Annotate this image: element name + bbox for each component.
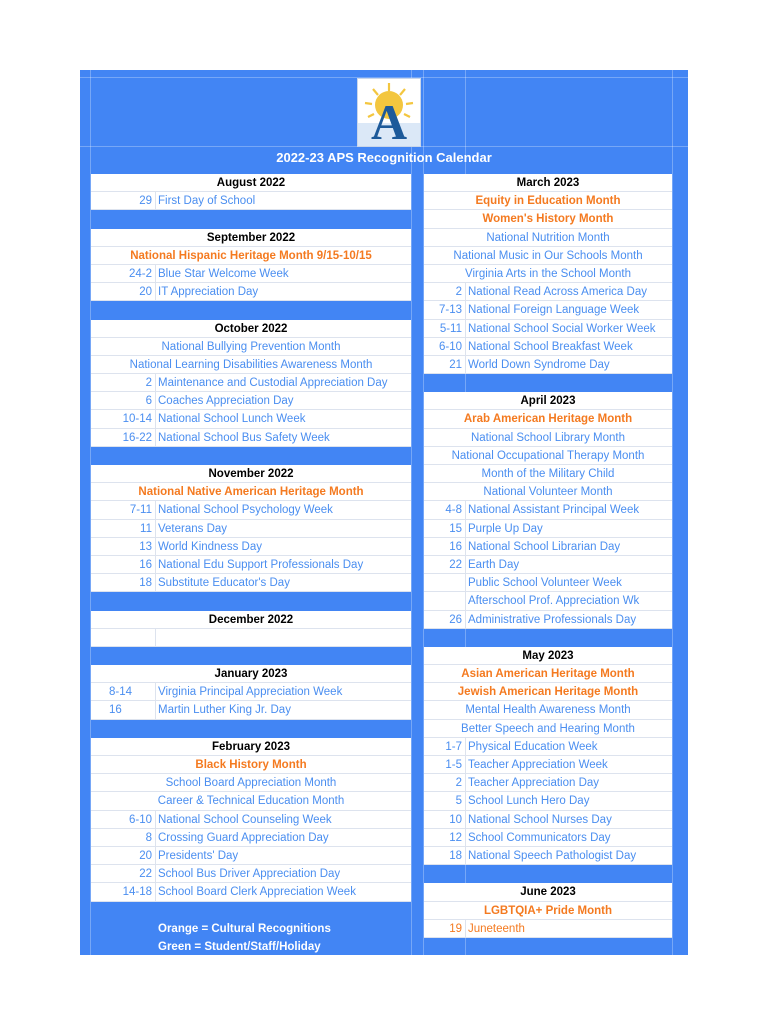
- dated-recognition-row: [424, 738, 672, 756]
- recognition-label: Jewish American Heritage Month: [457, 686, 639, 699]
- aps-logo-icon: [358, 79, 420, 146]
- date-cell: 18: [139, 577, 152, 590]
- date-cell: 16: [449, 540, 462, 553]
- date-cell: 14-18: [122, 886, 152, 899]
- recognition-label: National School Social Worker Week: [468, 322, 656, 335]
- date-cell: 1-5: [445, 759, 462, 771]
- date-cell: 20: [139, 849, 152, 862]
- calendar-sheet: [80, 70, 688, 955]
- date-cell: 6: [145, 395, 152, 408]
- grid-line: [672, 70, 673, 955]
- dated-recognition-row: [424, 538, 672, 556]
- date-cell: 16: [109, 704, 122, 717]
- cell-divider: [465, 592, 466, 609]
- recognition-label: Teacher Appreciation Week: [468, 759, 608, 771]
- cell-divider: [155, 629, 156, 646]
- dated-recognition-row: [424, 756, 672, 774]
- recognition-label: Teacher Appreciation Day: [468, 777, 600, 790]
- recognition-label: National Edu Support Professionals Day: [158, 558, 364, 571]
- date-cell: 7-13: [438, 304, 462, 317]
- dated-recognition-row: [91, 574, 411, 592]
- recognition-label: National Bullying Prevention Month: [161, 340, 341, 353]
- month-header: [91, 738, 411, 756]
- date-cell: 10-14: [122, 413, 152, 426]
- dated-recognition-row: [424, 592, 672, 610]
- cell-divider: [155, 865, 156, 882]
- dated-recognition-row: [424, 356, 672, 374]
- monthly-recognition-row: [424, 247, 672, 265]
- recognition-label: Coaches Appreciation Day: [158, 395, 294, 408]
- recognition-label: Mental Health Awareness Month: [465, 704, 631, 717]
- date-cell: 8-14: [109, 686, 133, 699]
- dated-recognition-row: [424, 283, 672, 301]
- date-cell: 4-8: [445, 504, 462, 517]
- date-cell: 12: [449, 831, 462, 844]
- month-title: August 2022: [216, 177, 286, 189]
- dated-recognition-row: [424, 611, 672, 629]
- spacer-row: [91, 720, 411, 738]
- month-title: April 2023: [520, 395, 576, 408]
- recognition-label: Virginia Principal Appreciation Week: [158, 686, 343, 699]
- recognition-label: National School Breakfast Week: [468, 340, 633, 353]
- recognition-label: Public School Volunteer Week: [468, 577, 622, 590]
- dated-recognition-row: [91, 556, 411, 574]
- date-cell: 15: [449, 522, 462, 535]
- date-cell: 20: [139, 286, 152, 299]
- month-header: [424, 392, 672, 410]
- dated-recognition-row: [91, 829, 411, 847]
- dated-recognition-row: [91, 392, 411, 410]
- dated-recognition-row: [424, 574, 672, 592]
- recognition-label: National Occupational Therapy Month: [451, 449, 645, 462]
- month-title: December 2022: [208, 613, 294, 626]
- legend-label: Orange = Cultural Recognitions: [158, 922, 331, 935]
- cell-divider: [465, 574, 466, 591]
- dated-recognition-row: [424, 338, 672, 356]
- right-column: [424, 174, 672, 938]
- recognition-label: National Learning Disabilities Awareness Month: [129, 358, 373, 371]
- monthly-recognition-row: [91, 774, 411, 792]
- month-header: [91, 665, 411, 683]
- month-title: February 2023: [212, 740, 290, 753]
- month-header: [424, 647, 672, 665]
- dated-recognition-row: [424, 501, 672, 519]
- dated-recognition-row: [91, 538, 411, 556]
- dated-recognition-row: [91, 283, 411, 301]
- recognition-label: National Native American Heritage Month: [138, 486, 364, 499]
- month-header: [91, 174, 411, 192]
- dated-recognition-row: [424, 920, 672, 938]
- date-cell: 7-11: [129, 504, 152, 517]
- spacer-row: [91, 592, 411, 610]
- date-cell: 13: [139, 540, 152, 553]
- cell-divider: [155, 501, 156, 518]
- date-cell: 18: [449, 849, 462, 862]
- recognition-label: National Speech Pathologist Day: [468, 849, 637, 862]
- dated-recognition-row: [424, 829, 672, 847]
- date-cell: 5-11: [439, 322, 462, 335]
- recognition-label: National Volunteer Month: [483, 486, 613, 499]
- monthly-recognition-row: [424, 720, 672, 738]
- dated-recognition-row: [91, 265, 411, 283]
- month-title: October 2022: [214, 322, 288, 335]
- date-cell: 8: [145, 831, 152, 844]
- recognition-label: National Music in Our Schools Month: [453, 249, 643, 262]
- spacer-row: [91, 447, 411, 465]
- recognition-label: Crossing Guard Appreciation Day: [158, 831, 329, 844]
- dated-recognition-row: [424, 320, 672, 338]
- dated-recognition-row: [91, 701, 411, 719]
- cell-divider: [465, 611, 466, 628]
- date-cell: 1-7: [445, 740, 462, 753]
- cell-divider: [155, 265, 156, 282]
- spacer-row: [424, 629, 672, 647]
- date-cell: 2: [145, 377, 152, 390]
- month-header: [91, 465, 411, 483]
- cell-divider: [465, 756, 466, 773]
- date-cell: 2: [455, 777, 462, 790]
- recognition-label: Virginia Arts in the School Month: [465, 267, 631, 280]
- recognition-label: Maintenance and Custodial Appreciation Day: [158, 377, 388, 390]
- cell-divider: [465, 501, 466, 518]
- date-cell: 6-10: [128, 813, 152, 826]
- recognition-label: National School Psychology Week: [158, 504, 333, 517]
- legend-label: Green = Student/Staff/Holiday: [158, 940, 321, 953]
- recognition-label: First Day of School: [158, 195, 256, 208]
- dated-recognition-row: [91, 883, 411, 901]
- recognition-label: National School Nurses Day: [468, 813, 612, 826]
- monthly-recognition-row: [424, 465, 672, 483]
- month-title: May 2023: [522, 649, 574, 662]
- page-title: 2022-23 APS Recognition Calendar: [276, 150, 492, 165]
- cultural-recognition-row: [424, 410, 672, 428]
- recognition-label: Martin Luther King Jr. Day: [158, 704, 291, 717]
- recognition-label: School Lunch Hero Day: [468, 795, 590, 808]
- cultural-recognition-row: [91, 247, 411, 265]
- date-cell: 11: [140, 522, 152, 535]
- recognition-label: Month of the Military Child: [481, 468, 615, 480]
- month-header: [91, 320, 411, 338]
- dated-recognition-row: [424, 847, 672, 865]
- cell-divider: [465, 283, 466, 300]
- empty-row: [91, 629, 411, 647]
- month-header: [424, 883, 672, 901]
- cultural-recognition-row: [424, 902, 672, 920]
- date-cell: 16: [139, 558, 152, 571]
- dated-recognition-row: [91, 847, 411, 865]
- monthly-recognition-row: [424, 265, 672, 283]
- cell-divider: [155, 538, 156, 555]
- date-cell: 22: [139, 868, 152, 881]
- spacer-row: [91, 647, 411, 665]
- svg-text:A: A: [370, 94, 408, 146]
- cell-divider: [465, 320, 466, 337]
- recognition-label: National Assistant Principal Week: [468, 504, 640, 517]
- recognition-label: National Nutrition Month: [486, 231, 610, 244]
- monthly-recognition-row: [424, 447, 672, 465]
- recognition-label: National School Librarian Day: [468, 540, 621, 553]
- cell-divider: [155, 283, 156, 300]
- recognition-label: Physical Education Week: [468, 740, 598, 753]
- recognition-label: School Bus Driver Appreciation Day: [158, 868, 341, 881]
- recognition-label: National School Lunch Week: [158, 413, 306, 426]
- recognition-label: IT Appreciation Day: [158, 286, 259, 299]
- cultural-recognition-row: [91, 756, 411, 774]
- recognition-label: Career & Technical Education Month: [157, 795, 345, 808]
- cell-divider: [155, 683, 156, 700]
- date-cell: 19: [449, 922, 462, 935]
- month-title: March 2023: [516, 177, 580, 189]
- legend-row: [91, 920, 411, 938]
- date-cell: 16-22: [122, 431, 152, 444]
- dated-recognition-row: [91, 374, 411, 392]
- left-column: [91, 174, 411, 955]
- recognition-label: Earth Day: [468, 558, 520, 571]
- cell-divider: [155, 811, 156, 828]
- recognition-label: Purple Up Day: [468, 522, 543, 535]
- monthly-recognition-row: [424, 701, 672, 719]
- cell-divider: [155, 392, 156, 409]
- month-title: June 2023: [520, 886, 576, 899]
- recognition-label: National Foreign Language Week: [468, 304, 640, 317]
- monthly-recognition-row: [424, 229, 672, 247]
- recognition-label: Administrative Professionals Day: [468, 613, 637, 626]
- cell-divider: [155, 556, 156, 573]
- spacer-row: [91, 301, 411, 319]
- dated-recognition-row: [91, 192, 411, 210]
- recognition-label: School Communicators Day: [468, 831, 611, 844]
- cultural-recognition-row: [424, 210, 672, 228]
- cell-divider: [465, 811, 466, 828]
- dated-recognition-row: [91, 683, 411, 701]
- recognition-label: Veterans Day: [158, 522, 228, 535]
- date-cell: 6-10: [438, 340, 462, 353]
- monthly-recognition-row: [91, 338, 411, 356]
- cell-divider: [155, 410, 156, 427]
- cell-divider: [465, 920, 466, 937]
- date-cell: [424, 574, 462, 592]
- date-cell: 24-2: [128, 267, 152, 280]
- date-cell: 2: [455, 286, 462, 299]
- recognition-label: Equity in Education Month: [475, 195, 621, 208]
- cell-divider: [465, 538, 466, 555]
- aps-logo: [357, 78, 421, 147]
- cell-divider: [465, 338, 466, 355]
- cell-divider: [155, 574, 156, 591]
- monthly-recognition-row: [91, 792, 411, 810]
- month-header: [91, 611, 411, 629]
- cell-divider: [155, 520, 156, 537]
- cultural-recognition-row: [424, 683, 672, 701]
- cell-divider: [155, 829, 156, 846]
- recognition-label: National School Bus Safety Week: [158, 431, 330, 444]
- cell-divider: [155, 429, 156, 446]
- recognition-label: Women's History Month: [482, 213, 614, 226]
- recognition-label: School Board Clerk Appreciation Week: [158, 886, 356, 899]
- dated-recognition-row: [424, 792, 672, 810]
- cell-divider: [155, 374, 156, 391]
- spacer-row: [91, 210, 411, 228]
- month-title: January 2023: [214, 668, 288, 681]
- cell-divider: [465, 792, 466, 809]
- date-cell: 5: [455, 795, 462, 808]
- recognition-label: Substitute Educator's Day: [158, 577, 290, 590]
- cell-divider: [465, 556, 466, 573]
- cell-divider: [465, 774, 466, 791]
- recognition-label: Asian American Heritage Month: [461, 668, 635, 681]
- date-cell: 26: [449, 613, 462, 626]
- cell-divider: [155, 192, 156, 209]
- spacer-row: [424, 865, 672, 883]
- recognition-label: National Read Across America Day: [468, 286, 647, 299]
- cultural-recognition-row: [91, 483, 411, 501]
- dated-recognition-row: [424, 301, 672, 319]
- recognition-label: Blue Star Welcome Week: [158, 267, 289, 280]
- cell-divider: [465, 847, 466, 864]
- spacer-row: [91, 902, 411, 920]
- cell-divider: [155, 847, 156, 864]
- monthly-recognition-row: [91, 356, 411, 374]
- cell-divider: [465, 301, 466, 318]
- cell-divider: [465, 356, 466, 373]
- month-header: [91, 229, 411, 247]
- recognition-label: LGBTQIA+ Pride Month: [483, 904, 613, 917]
- recognition-label: National School Library Month: [470, 431, 626, 444]
- recognition-label: Presidents' Day: [158, 849, 239, 862]
- grid-line: [411, 70, 412, 955]
- month-header: [424, 174, 672, 192]
- recognition-label: Juneteenth: [468, 922, 525, 935]
- dated-recognition-row: [91, 501, 411, 519]
- cell-divider: [155, 701, 156, 718]
- recognition-label: Black History Month: [195, 759, 307, 771]
- recognition-label: National Hispanic Heritage Month 9/15-10/15: [130, 249, 372, 262]
- dated-recognition-row: [424, 774, 672, 792]
- cell-divider: [465, 738, 466, 755]
- monthly-recognition-row: [424, 429, 672, 447]
- recognition-label: School Board Appreciation Month: [165, 777, 337, 790]
- dated-recognition-row: [91, 410, 411, 428]
- date-cell: [424, 592, 462, 610]
- dated-recognition-row: [424, 811, 672, 829]
- recognition-label: Better Speech and Hearing Month: [461, 722, 635, 735]
- date-cell: 10: [449, 813, 462, 826]
- legend-row: [91, 938, 411, 955]
- dated-recognition-row: [91, 811, 411, 829]
- month-title: November 2022: [208, 468, 294, 480]
- dated-recognition-row: [424, 520, 672, 538]
- cell-divider: [465, 829, 466, 846]
- dated-recognition-row: [91, 429, 411, 447]
- dated-recognition-row: [91, 520, 411, 538]
- cell-divider: [155, 883, 156, 900]
- recognition-label: World Kindness Day: [158, 540, 262, 553]
- dated-recognition-row: [424, 556, 672, 574]
- monthly-recognition-row: [424, 483, 672, 501]
- recognition-label: Afterschool Prof. Appreciation Wk: [468, 595, 640, 608]
- date-cell: 21: [449, 358, 462, 371]
- recognition-label: Arab American Heritage Month: [463, 413, 633, 426]
- cultural-recognition-row: [424, 665, 672, 683]
- spacer-row: [424, 374, 672, 392]
- cultural-recognition-row: [424, 192, 672, 210]
- recognition-label: National School Counseling Week: [158, 813, 332, 826]
- month-title: September 2022: [206, 231, 296, 244]
- cell-divider: [465, 520, 466, 537]
- date-cell: 29: [139, 195, 152, 208]
- date-cell: 22: [449, 558, 462, 571]
- dated-recognition-row: [91, 865, 411, 883]
- recognition-label: World Down Syndrome Day: [468, 358, 610, 371]
